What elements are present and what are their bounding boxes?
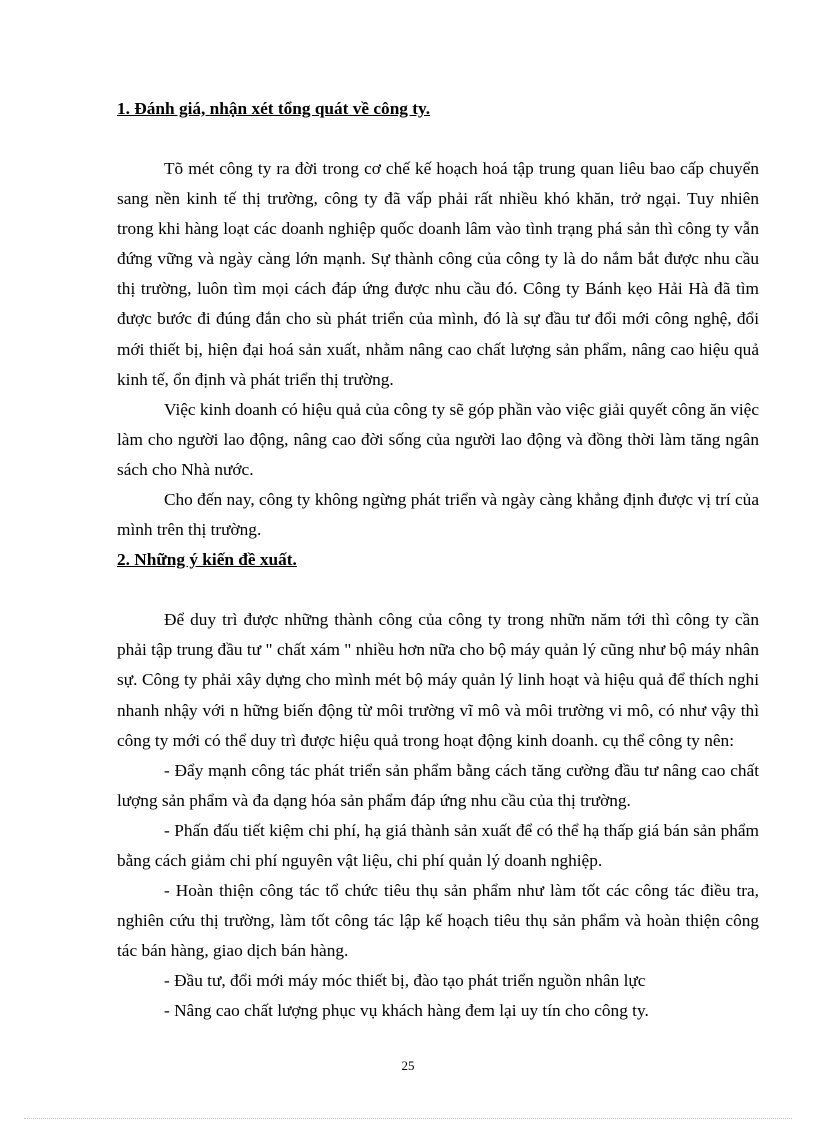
section-1-paragraph: Tõ mét công ty ra đời trong cơ chế kế hoạch hoá tập trung quan liêu bao cấp chuyển sang nền kinh tế thị trường, công ty đã vấp phải rất nhiều khó khăn, trở ngại. Tuy nhiên trong khi hàng loạt các doanh nghiệp quốc doanh lâm vào tình trạng phá sản thì công ty vẫn đứng vững và ngày càng lớn mạnh. Sự thành công của công ty là do nắm bắt được nhu cầu thị trường, luôn tìm mọi cách đáp ứng được nhu cầu đó. Công ty Bánh kẹo Hải Hà đã tìm được bước đi đúng đắn cho sù phát triển của mình, đó là sự đầu tư đổi mới công nghệ, đổi mới thiết bị, hiện đại hoá sản xuất, nhằm nâng cao chất lượng sản phẩm, nâng cao hiệu quả kinh tế, ổn định và phát triển thị trường. [117,159,759,389]
section-2-paragraph: Để duy trì được những thành công của công ty trong nhữn năm tới thì công ty cần phải tập trung đầu tư " chất xám " nhiều hơn nữa cho bộ máy quản lý cũng như bộ máy nhân sự. Công ty phải xây dựng cho mình mét bộ máy quản lý linh hoạt và hiệu quả để thích nghi nhanh nhậy với n hững biến động từ môi trường vĩ mô và môi trường vi mô, có như vậy thì công ty mới có thể duy trì được hiệu quả trong hoạt động kinh doanh. cụ thể công ty nên: [117,610,759,750]
spacer [117,575,759,605]
section-2-list-item: - Đầu tư, đổi mới máy móc thiết bị, đào tạo phát triển nguồn nhân lực [164,971,646,991]
page-content [117,94,759,1027]
section-1-heading: 1. Đánh giá, nhận xét tổng quát về công ty. [117,99,431,118]
page-bottom-divider [24,1118,792,1119]
section-1-paragraph: Việc kinh doanh có hiệu quả của công ty sẽ góp phần vào việc giải quyết công ăn việc làm cho người lao động, nâng cao đời sống của người lao động và đồng thời làm tăng ngân sách cho Nhà nước. [117,399,759,479]
section-2-heading: 2. Những ý kiến đề xuất. [117,550,297,570]
page-number: 25 [401,1058,415,1073]
spacer [117,124,759,154]
section-2-list-item: - Đẩy mạnh công tác phát triển sản phẩm bằng cách tăng cường đầu tư nâng cao chất lượng sản phẩm và đa dạng hóa sản phẩm đáp ứng nhu cầu của thị trường. [117,760,759,810]
section-2-list-item: - Nâng cao chất lượng phục vụ khách hàng đem lại uy tín cho công ty. [164,1001,649,1021]
section-2-list-item: - Phấn đấu tiết kiệm chi phí, hạ giá thành sản xuất để có thể hạ thấp giá bán sản phẩm bằng cách giảm chi phí nguyên vật liệu, chi phí quản lý doanh nghiệp. [117,820,759,870]
section-2-list-item: - Hoàn thiện công tác tổ chức tiêu thụ sản phẩm như làm tốt các công tác điều tra, nghiên cứu thị trường, làm tốt công tác lập kế hoạch tiêu thụ sản phẩm và hoàn thiện công tác bán hàng, giao dịch bán hàng. [117,881,759,961]
section-1-paragraph: Cho đến nay, công ty không ngừng phát triển và ngày càng khẳng định được vị trí của mình trên thị trường. [117,490,759,540]
